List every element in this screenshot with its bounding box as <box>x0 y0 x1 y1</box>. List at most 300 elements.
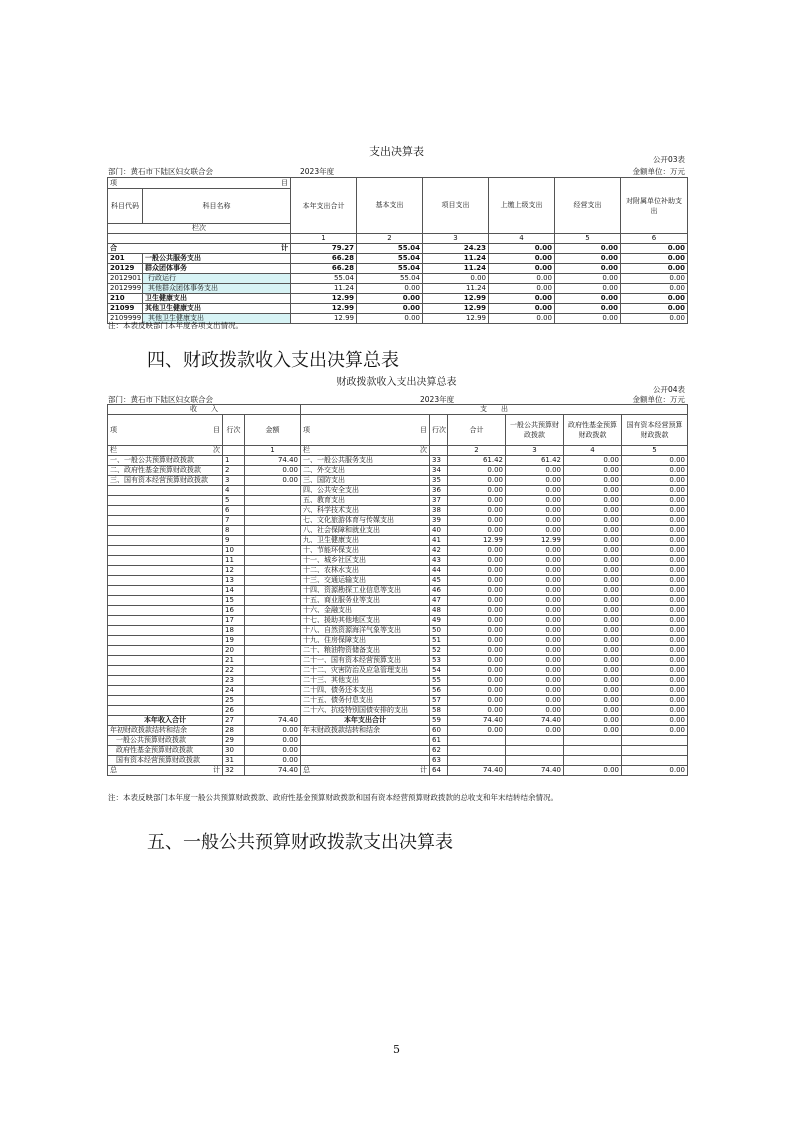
expense-label: 二、外交支出 <box>301 466 430 476</box>
expense-value: 74.40 <box>506 766 564 776</box>
expense-row-no: 45 <box>430 576 448 586</box>
subject-code: 2012901 <box>108 274 143 284</box>
subject-name: 其他群众团体事务支出 <box>143 284 291 294</box>
table-row <box>108 756 688 766</box>
expense-value: 0.00 <box>448 526 506 536</box>
value-cell: 0.00 <box>555 274 621 284</box>
expense-label: 十、节能环保支出 <box>301 546 430 556</box>
income-row-no: 15 <box>223 596 245 606</box>
expense-value: 0.00 <box>506 546 564 556</box>
income-row-no: 2 <box>223 466 245 476</box>
expense-value: 0.00 <box>506 506 564 516</box>
expense-value: 0.00 <box>622 536 688 546</box>
expense-row-no: 64 <box>430 766 448 776</box>
expense-label: 二十四、债务还本支出 <box>301 686 430 696</box>
income-label: 三、国有资本经营预算财政拨款 <box>108 476 223 486</box>
table-row <box>108 696 688 706</box>
total-cell: 0.00 <box>621 244 688 254</box>
expense-value: 0.00 <box>506 686 564 696</box>
income-amount: 74.40 <box>245 766 301 776</box>
income-header: 收 入 <box>108 405 301 415</box>
lanci-label: 栏 次 <box>301 446 430 456</box>
income-label <box>108 656 223 666</box>
income-amount <box>245 696 301 706</box>
value-cell: 55.04 <box>357 264 423 274</box>
col-num: 4 <box>564 446 622 456</box>
income-row-no: 11 <box>223 556 245 566</box>
income-label <box>108 636 223 646</box>
col-num: 2 <box>357 234 423 244</box>
expense-value: 0.00 <box>506 486 564 496</box>
income-label <box>108 586 223 596</box>
income-label <box>108 556 223 566</box>
subject-name: 卫生健康支出 <box>143 294 291 304</box>
table-row <box>108 526 688 536</box>
hdr-gov-fund: 政府性基金预算财政拨款 <box>564 415 622 446</box>
expense-value: 0.00 <box>564 566 622 576</box>
expense-value: 0.00 <box>506 696 564 706</box>
value-cell: 0.00 <box>555 314 621 324</box>
table2-unit: 金额单位：万元 <box>632 395 685 404</box>
income-amount <box>245 496 301 506</box>
expense-value: 0.00 <box>448 596 506 606</box>
income-row-no: 16 <box>223 606 245 616</box>
expense-value: 0.00 <box>506 616 564 626</box>
income-label: 国有资本经营预算财政拨款 <box>108 756 223 766</box>
expense-value: 0.00 <box>564 716 622 726</box>
expense-label: 六、科学技术支出 <box>301 506 430 516</box>
expense-row-no: 62 <box>430 746 448 756</box>
section-heading-4: 四、财政拨款收入支出决算总表 <box>147 350 399 371</box>
value-cell: 12.99 <box>423 294 489 304</box>
income-label: 一、一般公共预算财政拨款 <box>108 456 223 466</box>
expense-row-no: 61 <box>430 736 448 746</box>
expense-value: 0.00 <box>564 606 622 616</box>
expense-value: 0.00 <box>622 526 688 536</box>
expense-label: 二十三、其他支出 <box>301 676 430 686</box>
expense-label: 九、卫生健康支出 <box>301 536 430 546</box>
expense-label: 二十六、抗疫特别国债安排的支出 <box>301 706 430 716</box>
income-row-no: 24 <box>223 686 245 696</box>
income-row-no: 14 <box>223 586 245 596</box>
expense-row-no: 36 <box>430 486 448 496</box>
expense-label <box>301 756 430 766</box>
expense-value: 0.00 <box>622 456 688 466</box>
income-label: 一般公共预算财政拨款 <box>108 736 223 746</box>
expense-value: 0.00 <box>622 546 688 556</box>
expense-value <box>448 746 506 756</box>
income-label <box>108 706 223 716</box>
hdr-xiang-mu: 项 目 <box>108 178 291 189</box>
expense-value: 0.00 <box>448 666 506 676</box>
expense-value: 0.00 <box>448 486 506 496</box>
income-amount: 74.40 <box>245 716 301 726</box>
expense-value: 0.00 <box>622 626 688 636</box>
expense-row-no: 54 <box>430 666 448 676</box>
expense-value: 0.00 <box>622 666 688 676</box>
expense-label: 总 计 <box>301 766 430 776</box>
expense-label: 十二、农林水支出 <box>301 566 430 576</box>
value-cell: 0.00 <box>357 284 423 294</box>
income-amount: 0.00 <box>245 476 301 486</box>
expense-value: 0.00 <box>448 506 506 516</box>
income-label: 二、政府性基金预算财政拨款 <box>108 466 223 476</box>
table-row <box>108 596 688 606</box>
value-cell: 0.00 <box>489 314 555 324</box>
income-row-no: 22 <box>223 666 245 676</box>
expense-value: 0.00 <box>448 586 506 596</box>
income-row-no: 6 <box>223 506 245 516</box>
expense-value: 74.40 <box>506 716 564 726</box>
income-amount: 0.00 <box>245 756 301 766</box>
expense-row-no: 53 <box>430 656 448 666</box>
income-amount <box>245 516 301 526</box>
income-row-no: 5 <box>223 496 245 506</box>
expense-value <box>506 736 564 746</box>
income-amount <box>245 576 301 586</box>
expense-value: 0.00 <box>564 586 622 596</box>
table-row <box>108 686 688 696</box>
value-cell: 0.00 <box>489 294 555 304</box>
income-amount <box>245 606 301 616</box>
income-label: 本年收入合计 <box>108 716 223 726</box>
col-header: 基本支出 <box>357 178 423 234</box>
subject-code: 20129 <box>108 264 143 274</box>
table-row <box>108 496 688 506</box>
income-row-no: 10 <box>223 546 245 556</box>
expense-value: 0.00 <box>622 566 688 576</box>
col-num: 5 <box>555 234 621 244</box>
table2-year: 2023年度 <box>420 395 455 404</box>
income-amount: 74.40 <box>245 456 301 466</box>
expense-value: 0.00 <box>506 466 564 476</box>
table-row <box>108 566 688 576</box>
value-cell: 0.00 <box>555 294 621 304</box>
expense-row-no: 41 <box>430 536 448 546</box>
expense-value: 0.00 <box>448 476 506 486</box>
expense-value: 0.00 <box>564 536 622 546</box>
expense-value: 0.00 <box>506 516 564 526</box>
value-cell: 0.00 <box>621 274 688 284</box>
income-amount <box>245 566 301 576</box>
table-row <box>108 766 688 776</box>
expense-value: 0.00 <box>564 506 622 516</box>
expense-value: 0.00 <box>506 596 564 606</box>
expense-value: 0.00 <box>564 596 622 606</box>
value-cell: 0.00 <box>621 254 688 264</box>
income-amount <box>245 676 301 686</box>
income-amount <box>245 706 301 716</box>
expense-value <box>564 746 622 756</box>
income-label <box>108 626 223 636</box>
table-row <box>108 304 688 314</box>
value-cell: 55.04 <box>291 274 357 284</box>
expense-label: 十一、城乡社区支出 <box>301 556 430 566</box>
expense-row-no: 40 <box>430 526 448 536</box>
subject-code: 2012999 <box>108 284 143 294</box>
income-amount <box>245 486 301 496</box>
value-cell: 0.00 <box>489 254 555 264</box>
expense-value: 0.00 <box>622 476 688 486</box>
expense-value: 0.00 <box>622 696 688 706</box>
income-label <box>108 646 223 656</box>
expense-value: 0.00 <box>622 706 688 716</box>
value-cell: 11.24 <box>291 284 357 294</box>
expense-value: 0.00 <box>564 626 622 636</box>
expense-value <box>448 736 506 746</box>
expense-value: 61.42 <box>448 456 506 466</box>
income-amount: 0.00 <box>245 746 301 756</box>
expense-value: 0.00 <box>622 516 688 526</box>
hdr-lanci: 栏次 <box>108 224 291 234</box>
value-cell: 0.00 <box>555 284 621 294</box>
col-header: 项目支出 <box>423 178 489 234</box>
value-cell: 0.00 <box>489 274 555 284</box>
hdr-xiang-mu: 项 目 <box>108 415 223 446</box>
expense-row-no: 33 <box>430 456 448 466</box>
income-row-no: 17 <box>223 616 245 626</box>
income-row-no: 21 <box>223 656 245 666</box>
subject-code: 2109999 <box>108 314 143 324</box>
expense-value: 0.00 <box>448 676 506 686</box>
value-cell: 0.00 <box>489 304 555 314</box>
expense-row-no: 50 <box>430 626 448 636</box>
table-row <box>108 576 688 586</box>
income-label <box>108 546 223 556</box>
expense-value: 0.00 <box>506 666 564 676</box>
income-amount <box>245 546 301 556</box>
expense-label: 二十五、债务付息支出 <box>301 696 430 706</box>
income-row-no: 32 <box>223 766 245 776</box>
expense-row-no: 59 <box>430 716 448 726</box>
value-cell: 11.24 <box>423 254 489 264</box>
value-cell: 0.00 <box>621 314 688 324</box>
expense-row-no: 39 <box>430 516 448 526</box>
income-label <box>108 676 223 686</box>
income-label <box>108 596 223 606</box>
table-row <box>108 706 688 716</box>
expense-value: 61.42 <box>506 456 564 466</box>
expense-value: 0.00 <box>506 636 564 646</box>
income-amount: 0.00 <box>245 726 301 736</box>
expense-value: 0.00 <box>564 486 622 496</box>
expense-value: 0.00 <box>448 466 506 476</box>
subject-code: 21099 <box>108 304 143 314</box>
expense-value: 0.00 <box>448 686 506 696</box>
expense-value: 0.00 <box>564 616 622 626</box>
income-row-no: 30 <box>223 746 245 756</box>
expense-value <box>564 736 622 746</box>
expense-value: 0.00 <box>622 556 688 566</box>
income-amount <box>245 686 301 696</box>
income-label <box>108 526 223 536</box>
hdr-code: 科目代码 <box>108 189 143 224</box>
table2-note: 注：本表反映部门本年度一般公共预算财政拨款、政府性基金预算财政拨款和国有资本经营预算财政拨款的总收支和年末结转结余情况。 <box>108 793 558 802</box>
value-cell: 0.00 <box>489 284 555 294</box>
table-row <box>108 294 688 304</box>
col-num: 3 <box>423 234 489 244</box>
expense-row-no: 58 <box>430 706 448 716</box>
col-num: 5 <box>622 446 688 456</box>
value-cell: 12.99 <box>291 314 357 324</box>
expense-value: 0.00 <box>448 706 506 716</box>
table2-code: 公开04表 <box>652 385 685 394</box>
expense-value: 0.00 <box>506 556 564 566</box>
income-row-no: 27 <box>223 716 245 726</box>
table-row <box>108 736 688 746</box>
expense-label: 八、社会保障和就业支出 <box>301 526 430 536</box>
expense-value: 0.00 <box>448 546 506 556</box>
table-row <box>108 264 688 274</box>
expense-row-no: 63 <box>430 756 448 766</box>
expense-value: 0.00 <box>448 496 506 506</box>
expense-value: 0.00 <box>448 606 506 616</box>
expense-row-no: 34 <box>430 466 448 476</box>
expense-value: 0.00 <box>448 516 506 526</box>
income-amount <box>245 616 301 626</box>
table1-title: 支出决算表 <box>369 145 424 158</box>
table-row <box>108 636 688 646</box>
income-amount <box>245 586 301 596</box>
table-row <box>108 616 688 626</box>
table1-dept: 部门：黄石市下陆区妇女联合会 <box>108 167 213 176</box>
expense-value: 0.00 <box>622 586 688 596</box>
value-cell: 11.24 <box>423 264 489 274</box>
section-heading-5: 五、一般公共预算财政拨款支出决算表 <box>147 832 453 853</box>
expense-value: 0.00 <box>506 606 564 616</box>
expense-value: 0.00 <box>448 646 506 656</box>
income-row-no: 8 <box>223 526 245 536</box>
value-cell: 55.04 <box>357 254 423 264</box>
table-row <box>108 586 688 596</box>
expense-value <box>622 746 688 756</box>
value-cell: 66.28 <box>291 264 357 274</box>
expense-value: 0.00 <box>622 676 688 686</box>
expense-value: 0.00 <box>564 706 622 716</box>
expense-value: 0.00 <box>564 476 622 486</box>
expense-value: 0.00 <box>564 696 622 706</box>
value-cell: 0.00 <box>555 304 621 314</box>
income-amount <box>245 536 301 546</box>
income-row-no: 28 <box>223 726 245 736</box>
table-row <box>108 486 688 496</box>
subject-name: 其他卫生健康支出 <box>143 314 291 324</box>
total-cell: 79.27 <box>291 244 357 254</box>
expense-value: 0.00 <box>622 486 688 496</box>
value-cell: 0.00 <box>555 264 621 274</box>
col-header: 本年支出合计 <box>291 178 357 234</box>
hdr-name: 科目名称 <box>143 189 291 224</box>
value-cell: 12.99 <box>291 304 357 314</box>
expense-label: 十三、交通运输支出 <box>301 576 430 586</box>
total-label: 合 计 <box>108 244 291 254</box>
expense-value: 0.00 <box>448 576 506 586</box>
income-amount <box>245 656 301 666</box>
hdr-state-capital: 国有资本经营预算财政拨款 <box>622 415 688 446</box>
total-cell: 0.00 <box>489 244 555 254</box>
table-row <box>108 274 688 284</box>
table-row <box>108 676 688 686</box>
expense-label: 七、文化旅游体育与传媒支出 <box>301 516 430 526</box>
expense-value: 0.00 <box>622 656 688 666</box>
expense-value: 0.00 <box>564 546 622 556</box>
expense-label: 十九、住房保障支出 <box>301 636 430 646</box>
expense-value: 0.00 <box>564 466 622 476</box>
table2-title: 财政拨款收入支出决算总表 <box>336 377 457 388</box>
expense-value: 0.00 <box>564 646 622 656</box>
income-amount <box>245 526 301 536</box>
expense-label <box>301 736 430 746</box>
income-row-no: 3 <box>223 476 245 486</box>
expense-value: 0.00 <box>506 526 564 536</box>
expense-value <box>448 756 506 766</box>
value-cell: 0.00 <box>621 284 688 294</box>
value-cell: 55.04 <box>357 274 423 284</box>
expense-value: 0.00 <box>448 696 506 706</box>
expense-row-no: 44 <box>430 566 448 576</box>
expense-row-no: 52 <box>430 646 448 656</box>
income-row-no: 12 <box>223 566 245 576</box>
expense-label: 二十一、国有资本经营预算支出 <box>301 656 430 666</box>
table-row <box>108 456 688 466</box>
col-num: 4 <box>489 234 555 244</box>
table-row <box>108 536 688 546</box>
expense-label <box>301 746 430 756</box>
table2-dept: 部门：黄石市下陆区妇女联合会 <box>108 395 213 404</box>
expense-value: 12.99 <box>448 536 506 546</box>
table-row <box>108 666 688 676</box>
expense-row-no: 42 <box>430 546 448 556</box>
income-label <box>108 576 223 586</box>
income-label <box>108 536 223 546</box>
subject-code: 201 <box>108 254 143 264</box>
expense-label: 二十、粮油物资储备支出 <box>301 646 430 656</box>
expense-value: 74.40 <box>448 716 506 726</box>
expense-value: 0.00 <box>506 496 564 506</box>
total-cell: 0.00 <box>555 244 621 254</box>
expense-value: 0.00 <box>622 506 688 516</box>
value-cell: 11.24 <box>423 284 489 294</box>
income-row-no: 26 <box>223 706 245 716</box>
expense-value: 0.00 <box>564 636 622 646</box>
expense-label: 一、一般公共服务支出 <box>301 456 430 466</box>
expense-row-no: 49 <box>430 616 448 626</box>
col-num: 6 <box>621 234 688 244</box>
expense-row-no: 35 <box>430 476 448 486</box>
income-label <box>108 616 223 626</box>
table-row <box>108 254 688 264</box>
expense-value <box>506 756 564 766</box>
value-cell: 0.00 <box>621 264 688 274</box>
income-row-no: 9 <box>223 536 245 546</box>
expense-row-no: 38 <box>430 506 448 516</box>
hdr-total: 合计 <box>448 415 506 446</box>
expense-value: 0.00 <box>564 676 622 686</box>
expense-value: 0.00 <box>622 616 688 626</box>
expense-value: 0.00 <box>564 666 622 676</box>
page-number: 5 <box>393 1043 400 1056</box>
value-cell: 0.00 <box>621 294 688 304</box>
income-row-no: 25 <box>223 696 245 706</box>
hdr-xiang-mu: 项 目 <box>301 415 430 446</box>
subject-code: 210 <box>108 294 143 304</box>
expense-value: 0.00 <box>622 596 688 606</box>
table-row <box>108 516 688 526</box>
income-row-no: 29 <box>223 736 245 746</box>
table-row <box>108 746 688 756</box>
income-row-no: 7 <box>223 516 245 526</box>
expense-value: 0.00 <box>622 686 688 696</box>
